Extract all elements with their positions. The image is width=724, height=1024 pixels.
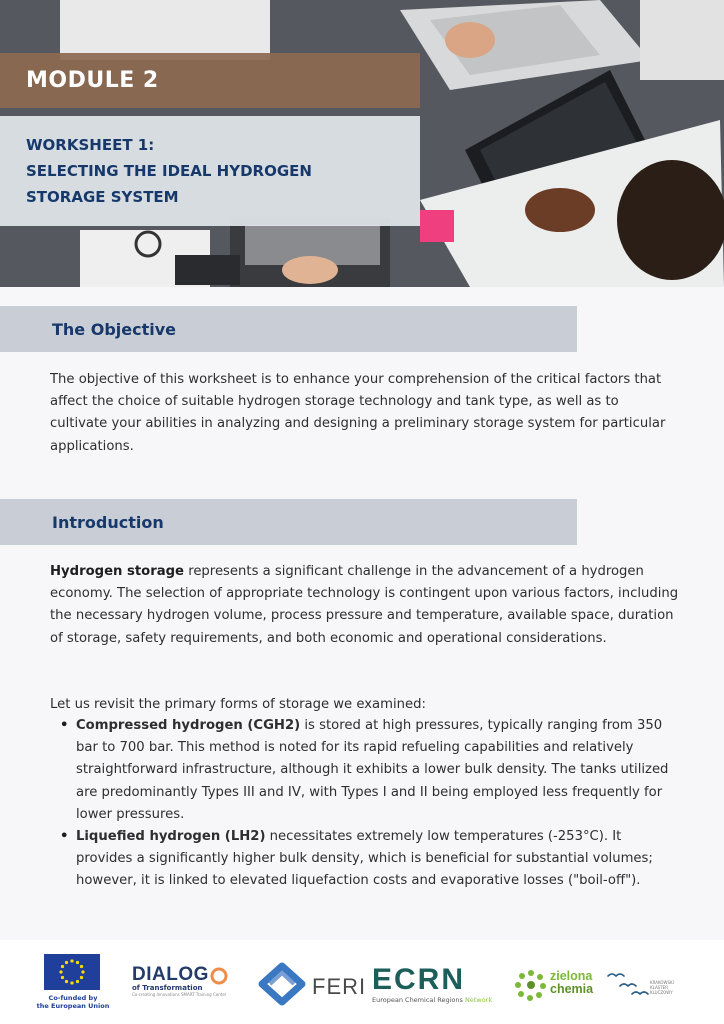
list-item-term: Liquefied hydrogen (LH2) (76, 829, 266, 845)
birds-caption: KRAKOWSKI KLASTER KLUCZOWY (650, 980, 674, 995)
kraków-cluster-logo (606, 968, 686, 1004)
worksheet-title-line: WORKSHEET 1: (26, 136, 155, 154)
ecrn-subtitle-accent: Network (464, 996, 493, 1004)
module-label: MODULE 2 (26, 68, 159, 93)
feri-loop-icon (256, 962, 308, 1008)
introduction-paragraph-1 (50, 561, 680, 650)
worksheet-title-box (0, 116, 420, 226)
storage-forms-list (60, 715, 676, 893)
hydrogen-storage-term: Hydrogen storage (50, 564, 184, 579)
worksheet-title-line: SELECTING THE IDEAL HYDROGEN (26, 162, 312, 180)
ecrn-subtitle (372, 996, 492, 1004)
feri-name: FERI (312, 974, 367, 999)
chemia-word: chemia (550, 982, 594, 996)
list-item-text: is stored at high pressures, typically ranging from 350 bar to 700 bar. This method is noted for its rapid refueling capabilities and relatively straightforward infrastructure, although it exhibits a lower bulk density. The tanks utilized are predominantly Types III and IV, with Types I and II being employed less frequently for lower pressures. (76, 718, 669, 822)
list-item (60, 826, 676, 893)
introduction-paragraph-1-text: represents a significant challenge in the advancement of a hydrogen economy. The selection of appropriate technology is contingent upon various factors, including the necessary hydrogen volume, process pressure and temperature, available space, duration of storage, safety requirements, and both economic and operational considerations. (50, 564, 679, 646)
list-item-text: necessitates extremely low temperatures (-253°C). It provides a significantly higher bulk density, which is beneficial for substantial volumes; however, it is linked to elevated liquefaction costs and evaporative losses ("boil-off"). (76, 829, 653, 889)
dialog-sub: of Transformation (132, 984, 203, 992)
eu-caption (36, 994, 110, 1010)
dialog-tagline: Co-creating Innovations SMART Training Center (132, 992, 227, 997)
objective-text: The objective of this worksheet is to enhance your comprehension of the critical factors that affect the choice of suitable hydrogen storage technology and tank type, as well as to cultivate your abilities in analyzing and designing a preliminary storage system for particular applications. (50, 372, 666, 454)
module-banner (0, 53, 420, 108)
introduction-heading-bar (0, 499, 577, 545)
zielona-dots-icon (514, 968, 548, 1002)
objective-heading: The Objective (52, 319, 177, 339)
list-item-term: Compressed hydrogen (CGH2) (76, 718, 301, 733)
zielona-word: zielona (550, 969, 593, 983)
eu-caption-line: Co-funded by (48, 994, 98, 1002)
footer-logos (0, 940, 724, 1024)
zielona-text (550, 970, 593, 996)
dialog-name: DIALOG (132, 964, 209, 985)
ecrn-logo (372, 964, 492, 1014)
hero-photo (0, 0, 724, 287)
ecrn-name: ECRN (372, 963, 466, 996)
feri-logo (256, 962, 367, 1008)
eu-caption-line: the European Union (36, 1002, 110, 1010)
worksheet-title-line: STORAGE SYSTEM (26, 188, 179, 206)
ecrn-subtitle-main: European Chemical Regions (372, 996, 465, 1004)
dialog-ring-icon (210, 965, 228, 985)
eu-flag-icon (44, 954, 100, 990)
list-item (60, 715, 676, 826)
introduction-paragraph-2: Let us revisit the primary forms of storage we examined: (50, 697, 426, 712)
birds-icon (606, 968, 650, 1000)
dialog-logo (132, 964, 232, 1004)
zielona-chemia-logo (514, 968, 604, 1004)
introduction-heading: Introduction (52, 512, 164, 532)
objective-heading-bar (0, 306, 577, 352)
